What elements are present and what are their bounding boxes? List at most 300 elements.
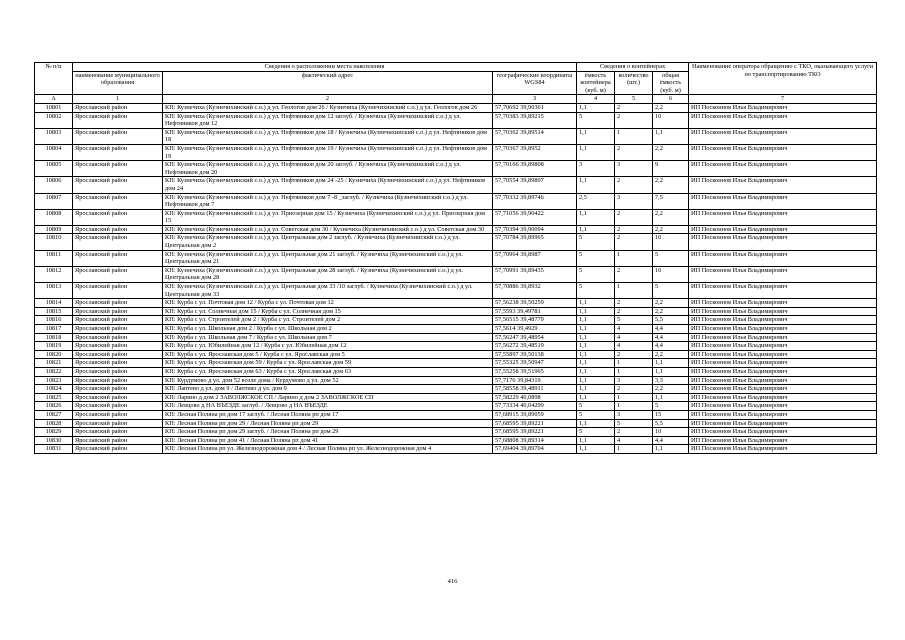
- cell-total: 5: [653, 283, 689, 299]
- table-row: [35, 250, 877, 266]
- cell-operator: ИП Посконнов Илья Владимирович: [689, 299, 877, 308]
- row-number: 10814: [35, 299, 73, 308]
- cell-total: 1,1: [653, 367, 689, 376]
- index-cell: 4: [577, 95, 615, 104]
- cell-operator: ИП Посконнов Илья Владимирович: [689, 112, 877, 128]
- cell-municipality: Ярославский район: [73, 359, 163, 368]
- cell-address: КП: Курба с ул. Школьная дом 7 / Курба с ул. Школьная дом 7: [163, 333, 493, 342]
- cell-total: 5,5: [653, 419, 689, 428]
- cell-capacity: 5: [577, 234, 615, 250]
- cell-count: 2: [615, 234, 653, 250]
- cell-coords: 57,58229 40,0898: [493, 393, 577, 402]
- cell-operator: ИП Посконнов Илья Владимирович: [689, 410, 877, 419]
- cell-total: 4,4: [653, 333, 689, 342]
- cell-operator: ИП Посконнов Илья Владимирович: [689, 234, 877, 250]
- cell-count: 1: [615, 367, 653, 376]
- cell-capacity: 1,1: [577, 225, 615, 234]
- table-row: [35, 436, 877, 445]
- row-number: 10804: [35, 144, 73, 160]
- table-row: [35, 193, 877, 209]
- cell-coords: 57,56247 39,48954: [493, 333, 577, 342]
- header-coords: географические координаты WGS84: [493, 71, 577, 95]
- cell-operator: ИП Посконнов Илья Владимирович: [689, 333, 877, 342]
- cell-count: 2: [615, 385, 653, 394]
- cell-operator: ИП Посконнов Илья Владимирович: [689, 283, 877, 299]
- cell-municipality: Ярославский район: [73, 112, 163, 128]
- row-number: 10828: [35, 419, 73, 428]
- row-number: 10811: [35, 250, 73, 266]
- cell-coords: 57,68915 39,89059: [493, 410, 577, 419]
- cell-capacity: 1,1: [577, 359, 615, 368]
- cell-capacity: 1,1: [577, 445, 615, 454]
- cell-coords: 57,71056 39,90422: [493, 209, 577, 225]
- cell-coords: 57,70362 39,89514: [493, 128, 577, 144]
- cell-operator: ИП Посконнов Илья Владимирович: [689, 445, 877, 454]
- cell-capacity: 5: [577, 112, 615, 128]
- cell-municipality: Ярославский район: [73, 128, 163, 144]
- cell-count: 3: [615, 193, 653, 209]
- table-header: [35, 63, 877, 104]
- table-row: [35, 161, 877, 177]
- cell-total: 5: [653, 250, 689, 266]
- cell-capacity: 1,1: [577, 144, 615, 160]
- cell-municipality: Ярославский район: [73, 250, 163, 266]
- cell-address: КП: Лесная Поляна рп дом 29 заглуб. / Лесная Поляна рп дом 29: [163, 428, 493, 437]
- row-number: 10805: [35, 161, 73, 177]
- table-row: [35, 385, 877, 394]
- header-index-row: [35, 95, 877, 104]
- table-row: [35, 209, 877, 225]
- cell-municipality: Ярославский район: [73, 225, 163, 234]
- cell-operator: ИП Посконнов Илья Владимирович: [689, 316, 877, 325]
- row-number: 10815: [35, 307, 73, 316]
- cell-address: КП: Курба с ул. Почтовая дом 12 / Курба с ул. Почтовая дом 12: [163, 299, 493, 308]
- cell-total: 10: [653, 234, 689, 250]
- cell-count: 5: [615, 419, 653, 428]
- cell-count: 2: [615, 144, 653, 160]
- table-row: [35, 299, 877, 308]
- cell-capacity: 5: [577, 266, 615, 282]
- cell-capacity: 1,1: [577, 307, 615, 316]
- row-number: 10820: [35, 350, 73, 359]
- cell-coords: 57,70886 39,8932: [493, 283, 577, 299]
- cell-count: 2: [615, 225, 653, 234]
- cell-capacity: 1,1: [577, 419, 615, 428]
- row-number: 10829: [35, 428, 73, 437]
- cell-operator: ИП Посконнов Илья Владимирович: [689, 393, 877, 402]
- row-number: 10809: [35, 225, 73, 234]
- cell-coords: 57,70784 39,89965: [493, 234, 577, 250]
- row-number: 10824: [35, 385, 73, 394]
- cell-operator: ИП Посконнов Илья Владимирович: [689, 419, 877, 428]
- cell-capacity: 3: [577, 161, 615, 177]
- row-number: 10812: [35, 266, 73, 282]
- cell-municipality: Ярославский район: [73, 161, 163, 177]
- cell-coords: 57,68595 39,89221: [493, 419, 577, 428]
- cell-count: 2: [615, 350, 653, 359]
- cell-coords: 57,56272 39,48519: [493, 342, 577, 351]
- cell-municipality: Ярославский район: [73, 299, 163, 308]
- cell-address: КП: Кузнечиха (Кузнечихинский с.о.) д ул. Нефтяников дом 24 -25 / Кузнечиха (Кузнечихинский с.о.) д ул. Нефтяников дом 24: [163, 177, 493, 193]
- cell-address: КП: Кузнечиха (Кузнечихинский с.о.) д ул. Центральная дом 28 заглуб. / Кузнечиха (Кузнечихинский с.о.) д ул. Центральная дом 28: [163, 266, 493, 282]
- cell-municipality: Ярославский район: [73, 333, 163, 342]
- cell-municipality: Ярославский район: [73, 307, 163, 316]
- table-row: [35, 393, 877, 402]
- cell-coords: 57,58558 39,48911: [493, 385, 577, 394]
- cell-capacity: 1,1: [577, 299, 615, 308]
- table-row: [35, 333, 877, 342]
- cell-total: 15: [653, 410, 689, 419]
- cell-address: КП: Кузнечиха (Кузнечихинский с.о.) д ул. Центральная дом 21 заглуб. / Кузнечиха (Кузнечихинский с.о.) д ул. Центральная дом 21: [163, 250, 493, 266]
- cell-municipality: Ярославский район: [73, 234, 163, 250]
- cell-coords: 57,70964 39,8987: [493, 250, 577, 266]
- cell-address: КП: Курба с ул. Ярославская дом 59 / Курба с ул. Ярославская дом 59: [163, 359, 493, 368]
- table-row: [35, 128, 877, 144]
- cell-operator: ИП Посконнов Илья Владимирович: [689, 103, 877, 112]
- cell-operator: ИП Посконнов Илья Владимирович: [689, 250, 877, 266]
- header-municipality: наименование муниципального образования: [73, 71, 163, 95]
- cell-coords: 57,5593 39,49781: [493, 307, 577, 316]
- table-row: [35, 112, 877, 128]
- row-number: 10810: [35, 234, 73, 250]
- cell-count: 4: [615, 436, 653, 445]
- cell-address: КП: Курба с ул. Ярославская дом 5 / Курба с ул. Ярославская дом 5: [163, 350, 493, 359]
- cell-operator: ИП Посконнов Илья Владимирович: [689, 225, 877, 234]
- cell-operator: ИП Посконнов Илья Владимирович: [689, 342, 877, 351]
- table-row: [35, 144, 877, 160]
- cell-address: КП: Лесная Поляна рп дом 17 заглуб. / Лесная Поляна рп дом 17: [163, 410, 493, 419]
- cell-operator: ИП Посконнов Илья Владимирович: [689, 325, 877, 334]
- cell-operator: ИП Посконнов Илья Владимирович: [689, 266, 877, 282]
- row-number: 10816: [35, 316, 73, 325]
- row-number: 10818: [35, 333, 73, 342]
- cell-total: 2,2: [653, 144, 689, 160]
- table-row: [35, 316, 877, 325]
- cell-capacity: 5: [577, 410, 615, 419]
- cell-operator: ИП Посконнов Илья Владимирович: [689, 436, 877, 445]
- cell-total: 1,1: [653, 128, 689, 144]
- cell-operator: ИП Посконнов Илья Владимирович: [689, 144, 877, 160]
- cell-address: КП: Кузнечиха (Кузнечихинский с.о.) д ул. Центральная дом 33 /10 заглуб. / Кузнечиха (Кузнечихинский с.о.) д ул. Центральная дом 33: [163, 283, 493, 299]
- cell-address: КП: Кузнечиха (Кузнечихинский с.о.) д ул. Нефтяников дом 19 / Кузнечиха (Кузнечихинский с.о.) д ул. Нефтяников дом 19: [163, 144, 493, 160]
- cell-count: 2: [615, 266, 653, 282]
- cell-address: КП: Лесная Поляна рп дом 41 / Лесная Поляна рп дом 41: [163, 436, 493, 445]
- table-row: [35, 325, 877, 334]
- cell-address: КП: Кузнечиха (Кузнечихинский с.о.) д ул. Нефтяников дом 20 заглуб. / Кузнечиха (Кузнечихинский с.о.) д ул. Нефтяников дом 20: [163, 161, 493, 177]
- cell-coords: 57,70332 39,89746: [493, 193, 577, 209]
- cell-total: 1,1: [653, 359, 689, 368]
- cell-count: 3: [615, 410, 653, 419]
- cell-count: 1: [615, 445, 653, 454]
- index-cell: 2: [163, 95, 493, 104]
- row-number: 10819: [35, 342, 73, 351]
- cell-count: 2: [615, 307, 653, 316]
- cell-capacity: 5: [577, 250, 615, 266]
- cell-coords: 57,55325 39,50947: [493, 359, 577, 368]
- cell-count: 2: [615, 209, 653, 225]
- cell-count: 1: [615, 128, 653, 144]
- cell-total: 7,5: [653, 193, 689, 209]
- table-row: [35, 103, 877, 112]
- cell-total: 1,1: [653, 445, 689, 454]
- cell-municipality: Ярославский район: [73, 325, 163, 334]
- cell-municipality: Ярославский район: [73, 193, 163, 209]
- cell-municipality: Ярославский район: [73, 436, 163, 445]
- table-row: [35, 445, 877, 454]
- cell-operator: ИП Посконнов Илья Владимирович: [689, 359, 877, 368]
- cell-count: 4: [615, 333, 653, 342]
- index-cell: 5: [615, 95, 653, 104]
- cell-capacity: 1,1: [577, 393, 615, 402]
- cell-capacity: 1,1: [577, 342, 615, 351]
- cell-count: 5: [615, 316, 653, 325]
- cell-coords: 57,70394 39,90094: [493, 225, 577, 234]
- table-row: [35, 350, 877, 359]
- cell-coords: 57,5614 39,4929: [493, 325, 577, 334]
- row-number: 10808: [35, 209, 73, 225]
- cell-operator: ИП Посконнов Илья Владимирович: [689, 161, 877, 177]
- cell-total: 10: [653, 266, 689, 282]
- cell-operator: ИП Посконнов Илья Владимирович: [689, 307, 877, 316]
- cell-total: 2,2: [653, 307, 689, 316]
- index-cell: 6: [653, 95, 689, 104]
- cell-address: КП: Лесная Поляна рп дом 29 / Лесная Поляна рп дом 29: [163, 419, 493, 428]
- cell-municipality: Ярославский район: [73, 350, 163, 359]
- cell-capacity: 1,1: [577, 436, 615, 445]
- cell-capacity: 5: [577, 283, 615, 299]
- header-capacity: ёмкость контейнера (куб. м): [577, 71, 615, 95]
- cell-operator: ИП Посконнов Илья Владимирович: [689, 428, 877, 437]
- cell-municipality: Ярославский район: [73, 402, 163, 411]
- cell-address: КП: Левцово д НА ВЪЕЗДЕ заглуб. / Левцово д НА ВЪЕЗДЕ: [163, 402, 493, 411]
- table-row: [35, 283, 877, 299]
- index-cell: 3: [493, 95, 577, 104]
- cell-count: 1: [615, 250, 653, 266]
- cell-count: 1: [615, 393, 653, 402]
- cell-total: 3,3: [653, 376, 689, 385]
- row-number: 10813: [35, 283, 73, 299]
- row-number: 10822: [35, 367, 73, 376]
- index-cell: А: [35, 95, 73, 104]
- row-number: 10827: [35, 410, 73, 419]
- cell-municipality: Ярославский район: [73, 367, 163, 376]
- cell-total: 4,4: [653, 325, 689, 334]
- cell-municipality: Ярославский район: [73, 410, 163, 419]
- cell-address: КП: Кузнечиха (Кузнечихинский с.о.) д ул. Советская дом 30 / Кузнечиха (Кузнечихинский с.о.) д ул. Советская дом 30: [163, 225, 493, 234]
- cell-count: 2: [615, 112, 653, 128]
- cell-municipality: Ярославский район: [73, 393, 163, 402]
- header-count: количество (шт.): [615, 71, 653, 95]
- cell-count: 2: [615, 428, 653, 437]
- table-row: [35, 266, 877, 282]
- cell-coords: 57,70367 39,8952: [493, 144, 577, 160]
- cell-coords: 57,68808 39,89314: [493, 436, 577, 445]
- cell-municipality: Ярославский район: [73, 419, 163, 428]
- cell-total: 2,2: [653, 350, 689, 359]
- table-row: [35, 307, 877, 316]
- cell-coords: 57,69404 39,89704: [493, 445, 577, 454]
- cell-capacity: 5: [577, 428, 615, 437]
- row-number: 10826: [35, 402, 73, 411]
- cell-capacity: 1,1: [577, 128, 615, 144]
- cell-capacity: 1,1: [577, 103, 615, 112]
- cell-coords: 57,56515 39,48779: [493, 316, 577, 325]
- cell-municipality: Ярославский район: [73, 316, 163, 325]
- table-row: [35, 359, 877, 368]
- row-number: 10823: [35, 376, 73, 385]
- table-row: [35, 428, 877, 437]
- cell-total: 2,2: [653, 103, 689, 112]
- row-number: 10825: [35, 393, 73, 402]
- cell-coords: 57,70554 39,89897: [493, 177, 577, 193]
- row-number: 10801: [35, 103, 73, 112]
- cell-municipality: Ярославский район: [73, 376, 163, 385]
- cell-address: КП: Курба с ул. Ярославская дом 63 / Курба с ул. Ярославская дом 63: [163, 367, 493, 376]
- cell-coords: 57,70991 39,89435: [493, 266, 577, 282]
- row-number: 10830: [35, 436, 73, 445]
- cell-address: КП: Лаптево д ул. дом 9 / Лаптево д ул. дом 9: [163, 385, 493, 394]
- table-row: [35, 410, 877, 419]
- cell-count: 4: [615, 342, 653, 351]
- cell-count: 2: [615, 299, 653, 308]
- header-num: № п/п: [35, 63, 73, 95]
- cell-capacity: 1,1: [577, 316, 615, 325]
- cell-address: КП: Курба с ул. Школьная дом 2 / Курба с ул. Школьная дом 2: [163, 325, 493, 334]
- cell-coords: 57,70166 39,89808: [493, 161, 577, 177]
- cell-address: КП: Кузнечиха (Кузнечихинский с.о.) д ул. Геологов дом 26 / Кузнечиха (Кузнечихинский с.о.) д ул. Геологов дом 26: [163, 103, 493, 112]
- cell-operator: ИП Посконнов Илья Владимирович: [689, 177, 877, 193]
- cell-operator: ИП Посконнов Илья Владимирович: [689, 193, 877, 209]
- cell-operator: ИП Посконнов Илья Владимирович: [689, 350, 877, 359]
- cell-operator: ИП Посконнов Илья Владимирович: [689, 376, 877, 385]
- row-number: 10831: [35, 445, 73, 454]
- cell-coords: 57,70692 39,90361: [493, 103, 577, 112]
- header-operator: Наименование оператора обращению с ТКО, оказывающего услуги по транспортированию ТКО: [689, 63, 877, 95]
- cell-address: КП: Лесная Поляна рп ул. Железнодорожная дом 4 / Лесная Поляна рп ул. Железнодорожная дом 4: [163, 445, 493, 454]
- cell-municipality: Ярославский район: [73, 445, 163, 454]
- cell-total: 1,1: [653, 393, 689, 402]
- cell-address: КП: Курба с ул. Юбилейная дом 12 / Курба с ул. Юбилейная дом 12: [163, 342, 493, 351]
- cell-total: 5: [653, 402, 689, 411]
- row-number: 10821: [35, 359, 73, 368]
- cell-municipality: Ярославский район: [73, 177, 163, 193]
- cell-municipality: Ярославский район: [73, 144, 163, 160]
- row-number: 10802: [35, 112, 73, 128]
- cell-address: КП: Курба с ул. Строителей дом 2 / Курба с ул. Строителей дом 2: [163, 316, 493, 325]
- cell-coords: 57,55258 39,51965: [493, 367, 577, 376]
- cell-address: КП: Кузнечиха (Кузнечихинский с.о.) д ул. Приозерная дом 15 / Кузнечиха (Кузнечихинский с.о.) д ул. Приозерная дом 15: [163, 209, 493, 225]
- index-cell: 1: [73, 95, 163, 104]
- table-row: [35, 225, 877, 234]
- table-row: [35, 177, 877, 193]
- cell-total: 4,4: [653, 436, 689, 445]
- cell-count: 4: [615, 325, 653, 334]
- table-body: [35, 103, 877, 453]
- cell-total: 10: [653, 112, 689, 128]
- cell-address: КП: Кузнечиха (Кузнечихинский с.о.) д ул. Центральная дом 2 заглуб. / Кузнечиха (Кузнечихинский с.о.) д ул. Центральная дом 2: [163, 234, 493, 250]
- cell-capacity: 1,1: [577, 385, 615, 394]
- table-row: [35, 342, 877, 351]
- cell-municipality: Ярославский район: [73, 342, 163, 351]
- table-row: [35, 402, 877, 411]
- cell-total: 2,2: [653, 225, 689, 234]
- cell-capacity: 1,1: [577, 177, 615, 193]
- cell-total: 10: [653, 428, 689, 437]
- cell-capacity: 2,5: [577, 193, 615, 209]
- cell-address: КП: Курба с ул. Солнечная дом 15 / Курба с ул. Солнечная дом 15: [163, 307, 493, 316]
- cell-coords: 57,56238 39,50259: [493, 299, 577, 308]
- header-total: общая ёмкость (куб. м): [653, 71, 689, 95]
- row-number: 10807: [35, 193, 73, 209]
- header-containers-group: Сведения о контейнерах: [577, 63, 689, 72]
- cell-municipality: Ярославский район: [73, 428, 163, 437]
- cell-address: КП: Кузнечиха (Кузнечихинский с.о.) д ул. Нефтяников дом 18 / Кузнечиха (Кузнечихинский с.о.) д ул. Нефтяников дом 18: [163, 128, 493, 144]
- cell-coords: 57,68595 39,89221: [493, 428, 577, 437]
- cell-municipality: Ярославский район: [73, 266, 163, 282]
- index-cell: 7: [689, 95, 877, 104]
- cell-count: 1: [615, 359, 653, 368]
- cell-count: 2: [615, 103, 653, 112]
- table-row: [35, 234, 877, 250]
- cell-address: КП: Ларино д дом 2 ЗАВОЛЖСКОЕ СП / Ларино д дом 2 ЗАВОЛЖСКОЕ СП: [163, 393, 493, 402]
- cell-address: КП: Кузнечиха (Кузнечихинский с.о.) д ул. Нефтяников дом 12 заглуб. / Кузнечиха (Кузнечихинский с.о.) д ул. Нефтяников дом 12: [163, 112, 493, 128]
- cell-coords: 57,70383 39,89215: [493, 112, 577, 128]
- cell-total: 2,2: [653, 385, 689, 394]
- cell-coords: 57,55897 39,50138: [493, 350, 577, 359]
- header-location-group: Сведения о расположении места накопления: [73, 63, 577, 72]
- cell-total: 2,2: [653, 299, 689, 308]
- cell-count: 1: [615, 283, 653, 299]
- cell-municipality: Ярославский район: [73, 209, 163, 225]
- cell-total: 4,4: [653, 342, 689, 351]
- cell-count: 1: [615, 402, 653, 411]
- cell-capacity: 1,1: [577, 209, 615, 225]
- table-row: [35, 367, 877, 376]
- cell-count: 3: [615, 376, 653, 385]
- cell-address: КП: Кузнечиха (Кузнечихинский с.о.) д ул. Нефтяников дом 7 -8 _заглуб. / Кузнечиха (Кузнечихинский с.о.) д ул. Нефтяников дом 7: [163, 193, 493, 209]
- row-number: 10817: [35, 325, 73, 334]
- registry-table: [34, 62, 877, 454]
- cell-operator: ИП Посконнов Илья Владимирович: [689, 128, 877, 144]
- row-number: 10803: [35, 128, 73, 144]
- cell-operator: ИП Посконнов Илья Владимирович: [689, 402, 877, 411]
- cell-municipality: Ярославский район: [73, 385, 163, 394]
- cell-capacity: 1,1: [577, 325, 615, 334]
- cell-total: 2,2: [653, 177, 689, 193]
- cell-capacity: 1,1: [577, 350, 615, 359]
- cell-capacity: 5: [577, 402, 615, 411]
- cell-coords: 57,73334 40,04299: [493, 402, 577, 411]
- cell-count: 2: [615, 177, 653, 193]
- cell-count: 3: [615, 161, 653, 177]
- cell-address: КП: Курдумово д ул. дом 52 возле дома / Курдумово д ул. дом 52: [163, 376, 493, 385]
- cell-operator: ИП Посконнов Илья Владимирович: [689, 367, 877, 376]
- cell-municipality: Ярославский район: [73, 103, 163, 112]
- cell-operator: ИП Посконнов Илья Владимирович: [689, 209, 877, 225]
- header-address: фактический адрес: [163, 71, 493, 95]
- cell-capacity: 1,1: [577, 376, 615, 385]
- cell-total: 9: [653, 161, 689, 177]
- page-number: 416: [447, 578, 458, 585]
- cell-capacity: 1,1: [577, 333, 615, 342]
- cell-total: 5,5: [653, 316, 689, 325]
- table-row: [35, 419, 877, 428]
- table-row: [35, 376, 877, 385]
- cell-municipality: Ярославский район: [73, 283, 163, 299]
- cell-capacity: 1,1: [577, 367, 615, 376]
- cell-coords: 57,7176 39,84319: [493, 376, 577, 385]
- cell-total: 2,2: [653, 209, 689, 225]
